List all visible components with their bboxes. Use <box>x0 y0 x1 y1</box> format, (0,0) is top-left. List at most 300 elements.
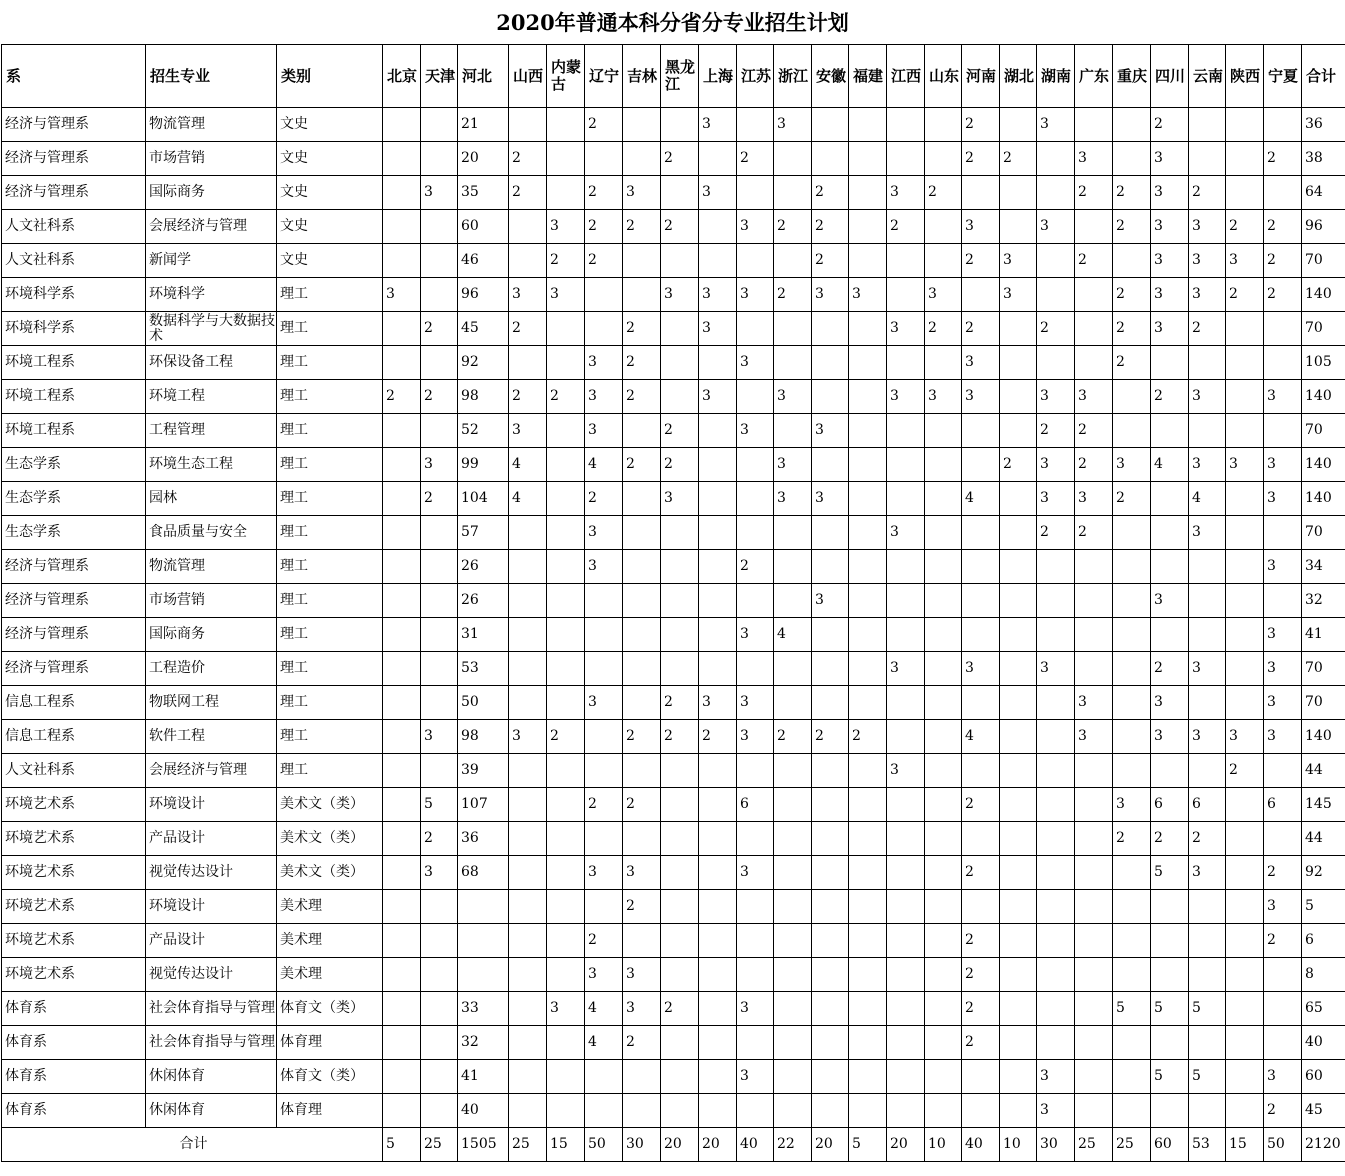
table-row <box>2 108 1345 142</box>
quota-cell: 3 <box>547 210 585 244</box>
quota-cell: 3 <box>1189 652 1226 686</box>
quota-cell <box>509 958 547 992</box>
quota-cell <box>699 618 737 652</box>
quota-cell <box>1189 584 1226 618</box>
column-header: 陕西 <box>1226 45 1264 108</box>
quota-cell: 36 <box>458 822 509 856</box>
quota-cell: 3 <box>812 278 849 312</box>
quota-cell <box>925 108 962 142</box>
row-total-cell: 70 <box>1302 244 1345 278</box>
row-total-cell: 70 <box>1302 312 1345 346</box>
quota-cell: 2 <box>509 380 547 414</box>
quota-cell <box>1264 584 1302 618</box>
quota-cell <box>699 856 737 890</box>
table-row <box>2 890 1345 924</box>
quota-cell: 2 <box>1000 142 1037 176</box>
quota-cell <box>421 890 458 924</box>
quota-cell <box>1113 142 1151 176</box>
quota-cell: 60 <box>458 210 509 244</box>
quota-cell <box>812 380 849 414</box>
quota-cell: 3 <box>585 958 623 992</box>
quota-cell <box>812 958 849 992</box>
quota-cell <box>458 958 509 992</box>
department-cell: 环境工程系 <box>2 346 146 380</box>
quota-cell: 4 <box>585 1026 623 1060</box>
quota-cell: 3 <box>1037 1094 1075 1128</box>
quota-cell <box>509 822 547 856</box>
total-cell: 15 <box>1226 1128 1264 1162</box>
quota-cell <box>887 686 925 720</box>
category-cell: 理工 <box>277 448 383 482</box>
quota-cell <box>547 1094 585 1128</box>
quota-cell <box>623 1094 661 1128</box>
quota-cell <box>774 414 812 448</box>
department-cell: 环境艺术系 <box>2 924 146 958</box>
quota-cell: 2 <box>962 244 1000 278</box>
quota-cell: 2 <box>812 720 849 754</box>
quota-cell <box>1151 550 1189 584</box>
quota-cell: 3 <box>1189 244 1226 278</box>
category-cell: 理工 <box>277 652 383 686</box>
quota-cell <box>383 652 421 686</box>
quota-cell <box>887 244 925 278</box>
quota-cell <box>1000 550 1037 584</box>
table-row <box>2 958 1345 992</box>
quota-cell: 2 <box>1264 924 1302 958</box>
quota-cell <box>925 550 962 584</box>
quota-cell <box>887 108 925 142</box>
quota-cell <box>812 550 849 584</box>
quota-cell <box>383 788 421 822</box>
quota-cell: 3 <box>774 380 812 414</box>
category-cell: 文史 <box>277 244 383 278</box>
quota-cell: 2 <box>962 108 1000 142</box>
quota-cell <box>547 516 585 550</box>
quota-cell <box>887 550 925 584</box>
quota-cell: 41 <box>458 1060 509 1094</box>
quota-cell <box>1226 822 1264 856</box>
quota-cell <box>1000 108 1037 142</box>
quota-cell <box>585 142 623 176</box>
quota-cell: 3 <box>1000 278 1037 312</box>
column-header: 招生专业 <box>146 45 277 108</box>
quota-cell <box>623 822 661 856</box>
quota-cell <box>887 1060 925 1094</box>
major-cell: 物联网工程 <box>146 686 277 720</box>
quota-cell: 3 <box>1264 550 1302 584</box>
category-cell: 理工 <box>277 516 383 550</box>
quota-cell <box>849 142 887 176</box>
quota-cell <box>774 550 812 584</box>
quota-cell <box>737 516 774 550</box>
department-cell: 体育系 <box>2 992 146 1026</box>
quota-cell <box>925 244 962 278</box>
quota-cell <box>383 312 421 346</box>
quota-cell <box>925 822 962 856</box>
quota-cell: 3 <box>1264 618 1302 652</box>
quota-cell <box>383 516 421 550</box>
department-cell: 环境工程系 <box>2 380 146 414</box>
quota-cell <box>1226 312 1264 346</box>
category-cell: 美术文（类） <box>277 856 383 890</box>
quota-cell <box>585 1060 623 1094</box>
quota-cell <box>383 210 421 244</box>
quota-cell: 3 <box>737 856 774 890</box>
quota-cell <box>623 618 661 652</box>
total-cell: 10 <box>1000 1128 1037 1162</box>
quota-cell: 2 <box>421 482 458 516</box>
quota-cell <box>1264 958 1302 992</box>
quota-cell <box>699 1094 737 1128</box>
quota-cell <box>887 958 925 992</box>
quota-cell: 2 <box>1264 856 1302 890</box>
quota-cell <box>737 958 774 992</box>
major-cell: 视觉传达设计 <box>146 856 277 890</box>
quota-cell: 53 <box>458 652 509 686</box>
quota-cell: 3 <box>1037 652 1075 686</box>
quota-cell <box>661 890 699 924</box>
column-header: 宁夏 <box>1264 45 1302 108</box>
quota-cell <box>1113 652 1151 686</box>
quota-cell <box>1226 142 1264 176</box>
row-total-cell: 65 <box>1302 992 1345 1026</box>
row-total-cell: 70 <box>1302 414 1345 448</box>
major-cell: 数据科学与大数据技术 <box>146 312 277 346</box>
quota-cell <box>1037 924 1075 958</box>
quota-cell: 2 <box>1113 482 1151 516</box>
quota-cell <box>1000 584 1037 618</box>
quota-cell <box>737 176 774 210</box>
quota-cell: 3 <box>1226 720 1264 754</box>
quota-cell <box>849 958 887 992</box>
quota-cell <box>849 346 887 380</box>
column-header: 吉林 <box>623 45 661 108</box>
quota-cell <box>1189 550 1226 584</box>
quota-cell: 3 <box>421 720 458 754</box>
row-total-cell: 140 <box>1302 278 1345 312</box>
quota-cell <box>925 686 962 720</box>
table-row <box>2 856 1345 890</box>
quota-cell: 3 <box>585 856 623 890</box>
quota-cell <box>812 890 849 924</box>
row-total-cell: 8 <box>1302 958 1345 992</box>
quota-cell <box>383 618 421 652</box>
quota-cell <box>421 754 458 788</box>
quota-cell <box>887 856 925 890</box>
quota-cell <box>1000 618 1037 652</box>
department-cell: 环境艺术系 <box>2 788 146 822</box>
department-cell: 信息工程系 <box>2 686 146 720</box>
major-cell: 软件工程 <box>146 720 277 754</box>
quota-cell <box>1264 346 1302 380</box>
quota-cell <box>1264 992 1302 1026</box>
quota-cell <box>1113 686 1151 720</box>
quota-cell <box>1226 1060 1264 1094</box>
quota-cell <box>1075 958 1113 992</box>
quota-cell <box>421 652 458 686</box>
quota-cell: 3 <box>1151 686 1189 720</box>
quota-cell: 3 <box>421 448 458 482</box>
quota-cell <box>1075 754 1113 788</box>
quota-cell: 2 <box>623 448 661 482</box>
category-cell: 理工 <box>277 380 383 414</box>
category-cell: 理工 <box>277 686 383 720</box>
quota-cell <box>383 482 421 516</box>
quota-cell: 3 <box>421 176 458 210</box>
quota-cell <box>1226 176 1264 210</box>
quota-cell <box>1226 788 1264 822</box>
quota-cell <box>383 108 421 142</box>
quota-cell <box>962 822 1000 856</box>
quota-cell <box>509 346 547 380</box>
quota-cell: 2 <box>421 380 458 414</box>
category-cell: 文史 <box>277 176 383 210</box>
department-cell: 环境艺术系 <box>2 890 146 924</box>
department-cell: 体育系 <box>2 1060 146 1094</box>
quota-cell: 6 <box>1264 788 1302 822</box>
quota-cell: 4 <box>509 448 547 482</box>
quota-cell: 2 <box>585 244 623 278</box>
quota-cell <box>737 1094 774 1128</box>
quota-cell <box>1189 686 1226 720</box>
quota-cell <box>849 618 887 652</box>
quota-cell <box>383 856 421 890</box>
quota-cell <box>737 380 774 414</box>
quota-cell <box>774 652 812 686</box>
quota-cell <box>1075 108 1113 142</box>
quota-cell <box>661 1026 699 1060</box>
quota-cell: 3 <box>887 754 925 788</box>
total-cell: 5 <box>849 1128 887 1162</box>
quota-cell: 99 <box>458 448 509 482</box>
row-total-cell: 70 <box>1302 686 1345 720</box>
row-total-cell: 140 <box>1302 482 1345 516</box>
quota-cell <box>887 278 925 312</box>
category-cell: 美术理 <box>277 924 383 958</box>
quota-cell: 3 <box>925 278 962 312</box>
category-cell: 体育文（类） <box>277 992 383 1026</box>
row-total-cell: 40 <box>1302 1026 1345 1060</box>
table-row <box>2 380 1345 414</box>
column-header: 重庆 <box>1113 45 1151 108</box>
category-cell: 理工 <box>277 584 383 618</box>
quota-cell <box>1113 380 1151 414</box>
quota-cell <box>1113 1094 1151 1128</box>
quota-cell: 3 <box>1264 380 1302 414</box>
column-header: 北京 <box>383 45 421 108</box>
quota-cell: 2 <box>1264 1094 1302 1128</box>
quota-cell <box>1189 1026 1226 1060</box>
quota-cell <box>383 1094 421 1128</box>
quota-cell: 4 <box>509 482 547 516</box>
quota-cell: 3 <box>887 176 925 210</box>
quota-cell: 3 <box>699 108 737 142</box>
quota-cell: 26 <box>458 550 509 584</box>
quota-cell: 3 <box>737 414 774 448</box>
quota-cell: 3 <box>962 210 1000 244</box>
quota-cell <box>887 482 925 516</box>
quota-cell <box>962 584 1000 618</box>
quota-cell <box>547 686 585 720</box>
quota-cell <box>962 1094 1000 1128</box>
quota-cell <box>547 618 585 652</box>
quota-cell <box>774 312 812 346</box>
department-cell: 环境艺术系 <box>2 856 146 890</box>
quota-cell <box>1113 754 1151 788</box>
quota-cell: 2 <box>737 142 774 176</box>
quota-cell <box>509 788 547 822</box>
quota-cell: 2 <box>585 210 623 244</box>
table-row <box>2 584 1345 618</box>
table-row <box>2 142 1345 176</box>
quota-cell <box>547 652 585 686</box>
quota-cell <box>1113 618 1151 652</box>
quota-cell <box>849 176 887 210</box>
quota-cell <box>1189 1094 1226 1128</box>
quota-cell <box>849 312 887 346</box>
quota-cell <box>774 516 812 550</box>
quota-cell <box>699 822 737 856</box>
quota-cell <box>699 754 737 788</box>
column-header: 系 <box>2 45 146 108</box>
total-cell: 50 <box>1264 1128 1302 1162</box>
quota-cell <box>887 992 925 1026</box>
quota-cell <box>661 346 699 380</box>
quota-cell <box>1226 108 1264 142</box>
quota-cell <box>774 924 812 958</box>
quota-cell <box>774 584 812 618</box>
quota-cell: 26 <box>458 584 509 618</box>
quota-cell <box>737 924 774 958</box>
category-cell: 理工 <box>277 278 383 312</box>
major-cell: 环境设计 <box>146 788 277 822</box>
quota-cell <box>925 1094 962 1128</box>
quota-cell <box>1189 346 1226 380</box>
table-row <box>2 720 1345 754</box>
quota-cell <box>1151 1026 1189 1060</box>
quota-cell: 2 <box>509 142 547 176</box>
quota-cell <box>421 1094 458 1128</box>
quota-cell: 2 <box>661 448 699 482</box>
table-row <box>2 924 1345 958</box>
quota-cell <box>1189 924 1226 958</box>
table-row <box>2 618 1345 652</box>
quota-cell: 2 <box>1037 414 1075 448</box>
quota-cell <box>585 754 623 788</box>
quota-cell <box>849 890 887 924</box>
quota-cell: 3 <box>1189 278 1226 312</box>
quota-cell: 2 <box>962 1026 1000 1060</box>
quota-cell: 3 <box>737 210 774 244</box>
table-row <box>2 482 1345 516</box>
quota-cell <box>1075 856 1113 890</box>
quota-cell: 96 <box>458 278 509 312</box>
quota-cell: 2 <box>1264 142 1302 176</box>
column-header: 安徽 <box>812 45 849 108</box>
quota-cell: 4 <box>962 720 1000 754</box>
totals-row <box>2 1128 1345 1162</box>
quota-cell: 3 <box>887 652 925 686</box>
quota-cell: 2 <box>962 924 1000 958</box>
quota-cell <box>1113 1026 1151 1060</box>
quota-cell <box>1000 720 1037 754</box>
quota-cell <box>1075 890 1113 924</box>
quota-cell <box>509 686 547 720</box>
major-cell: 园林 <box>146 482 277 516</box>
department-cell: 环境工程系 <box>2 414 146 448</box>
quota-cell <box>1000 788 1037 822</box>
quota-cell: 3 <box>1151 584 1189 618</box>
category-cell: 理工 <box>277 754 383 788</box>
quota-cell: 3 <box>1113 788 1151 822</box>
column-header: 内蒙古 <box>547 45 585 108</box>
table-row <box>2 992 1345 1026</box>
column-header: 江西 <box>887 45 925 108</box>
major-cell: 产品设计 <box>146 924 277 958</box>
quota-cell <box>1226 686 1264 720</box>
quota-cell <box>925 584 962 618</box>
column-header: 江苏 <box>737 45 774 108</box>
quota-cell: 39 <box>458 754 509 788</box>
quota-cell <box>661 856 699 890</box>
quota-cell: 3 <box>1075 686 1113 720</box>
quota-cell: 2 <box>737 550 774 584</box>
quota-cell <box>661 754 699 788</box>
quota-cell <box>421 924 458 958</box>
quota-cell <box>699 652 737 686</box>
quota-cell: 3 <box>887 380 925 414</box>
quota-cell <box>547 550 585 584</box>
column-header: 山西 <box>509 45 547 108</box>
quota-cell <box>962 278 1000 312</box>
quota-cell: 5 <box>1151 856 1189 890</box>
quota-cell: 3 <box>737 720 774 754</box>
quota-cell <box>585 584 623 618</box>
quota-cell <box>383 244 421 278</box>
quota-cell: 3 <box>1075 142 1113 176</box>
quota-cell <box>1000 992 1037 1026</box>
quota-cell <box>1113 550 1151 584</box>
quota-cell: 3 <box>585 380 623 414</box>
quota-cell: 3 <box>1189 448 1226 482</box>
quota-cell: 35 <box>458 176 509 210</box>
column-header: 山东 <box>925 45 962 108</box>
quota-cell <box>585 890 623 924</box>
quota-cell <box>585 618 623 652</box>
quota-cell: 3 <box>812 482 849 516</box>
quota-cell: 2 <box>1113 278 1151 312</box>
quota-cell <box>1113 890 1151 924</box>
quota-cell <box>509 108 547 142</box>
quota-cell: 2 <box>812 210 849 244</box>
row-total-cell: 36 <box>1302 108 1345 142</box>
quota-cell <box>812 516 849 550</box>
quota-cell: 3 <box>383 278 421 312</box>
column-header: 四川 <box>1151 45 1189 108</box>
quota-cell <box>623 482 661 516</box>
department-cell: 生态学系 <box>2 516 146 550</box>
quota-cell <box>887 924 925 958</box>
quota-cell <box>1075 584 1113 618</box>
quota-cell: 3 <box>1264 686 1302 720</box>
quota-cell: 2 <box>1075 176 1113 210</box>
quota-cell: 20 <box>458 142 509 176</box>
quota-cell <box>925 516 962 550</box>
quota-cell <box>849 244 887 278</box>
quota-cell <box>1151 346 1189 380</box>
major-cell: 工程管理 <box>146 414 277 448</box>
quota-cell: 3 <box>585 414 623 448</box>
